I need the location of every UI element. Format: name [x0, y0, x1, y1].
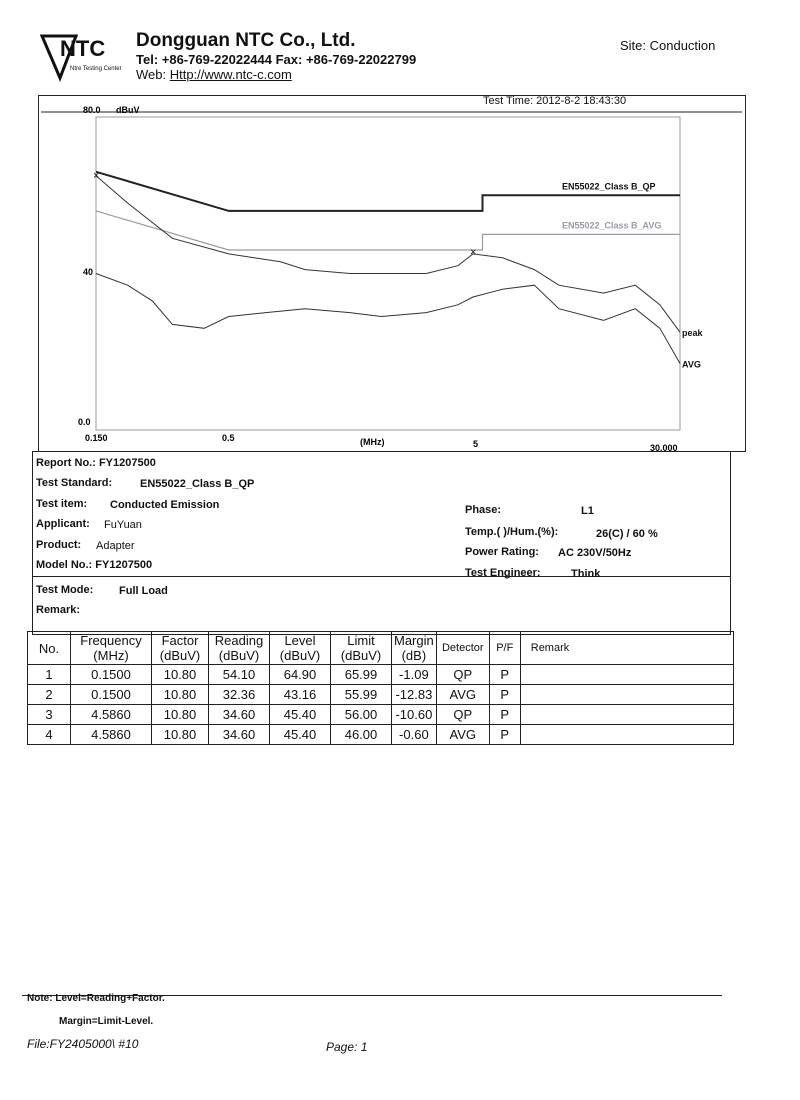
table-cell: 46.00 [331, 725, 392, 745]
table-cell: AVG [436, 685, 489, 705]
table-cell: 34.60 [209, 705, 270, 725]
engineer-label: Test Engineer: [465, 567, 541, 579]
table-cell: P [489, 685, 520, 705]
x-tick-0.5: 0.5 [222, 433, 235, 443]
series-line-1 [96, 211, 680, 250]
emission-chart [38, 95, 744, 455]
col-margin: Margin (dB) [392, 632, 437, 665]
remark-label: Remark: [36, 604, 81, 616]
site-label: Site: Conduction [620, 38, 716, 53]
table-cell: -1.09 [392, 665, 437, 685]
test-time: Test Time: 2012-8-2 18:43:30 [483, 95, 627, 107]
table-cell: AVG [436, 725, 489, 745]
series-label-1: EN55022_Class B_AVG [562, 220, 662, 231]
col-frequency: Frequency (MHz) [71, 632, 152, 665]
x-axis-label: (MHz) [360, 437, 385, 447]
logo-subtext: Ntre Testing Center [70, 66, 122, 72]
web-label: Web: [136, 67, 170, 82]
table-cell: 10.80 [152, 705, 209, 725]
report-no-row: Report No.: FY1207500 [36, 457, 156, 469]
report-no: FY1207500 [98, 457, 156, 469]
info-divider [33, 576, 730, 577]
chart-layer [93, 170, 704, 369]
col-pf: P/F [489, 632, 520, 665]
table-cell: 3 [28, 705, 71, 725]
table-cell: -0.60 [392, 725, 437, 745]
table-cell: 4.5860 [71, 725, 152, 745]
logo-text: NTC [60, 36, 106, 61]
model-row: Model No.: FY1207500 [36, 559, 153, 571]
standard-row: Test Standard: [36, 477, 113, 489]
standard-value: EN55022_Class B_QP [140, 478, 255, 490]
power-value: AC 230V/50Hz [558, 547, 632, 559]
table-header-row [28, 632, 734, 665]
table-row [28, 725, 734, 745]
col-level: Level (dBuV) [270, 632, 331, 665]
series-label-0: EN55022_Class B_QP [562, 181, 656, 192]
y-tick-bottom: 0.0 [78, 417, 91, 427]
col-detector: Detector [436, 632, 489, 665]
x-tick-start: 0.150 [85, 433, 108, 443]
table-cell: 45.40 [270, 725, 331, 745]
engineer-value: Think [571, 568, 601, 580]
temp-label: Temp.( )/Hum.(%): [465, 526, 559, 538]
results-table [27, 631, 734, 745]
power-label: Power Rating: [465, 546, 539, 558]
series-label-3: AVG [682, 359, 701, 370]
peak-marker-1: × [469, 246, 477, 259]
table-cell: 10.80 [152, 725, 209, 745]
series-line-3 [96, 274, 680, 364]
col-limit: Limit (dBuV) [331, 632, 392, 665]
mode-label: Test Mode: [36, 584, 94, 596]
temp-value: 26(C) / 60 % [596, 528, 658, 540]
table-cell: 56.00 [331, 705, 392, 725]
product-value: Adapter [96, 540, 135, 552]
table-body [28, 665, 734, 745]
table-cell [520, 725, 733, 745]
table-cell: 32.36 [209, 685, 270, 705]
x-tick-end: 30.000 [650, 443, 678, 453]
product-row: Product: [36, 539, 82, 551]
col-factor: Factor (dBuV) [152, 632, 209, 665]
table-cell: QP [436, 665, 489, 685]
table-cell: 10.80 [152, 685, 209, 705]
table-cell [520, 685, 733, 705]
table-cell: 65.99 [331, 665, 392, 685]
table-cell: -10.60 [392, 705, 437, 725]
series-label-2: peak [682, 328, 703, 339]
applicant-row: Applicant: [36, 518, 90, 530]
table-cell: 2 [28, 685, 71, 705]
phase-label: Phase: [465, 504, 502, 516]
table-cell: 4 [28, 725, 71, 745]
series-line-2 [96, 176, 680, 333]
table-cell: 0.1500 [71, 685, 152, 705]
table-cell: -12.83 [392, 685, 437, 705]
table-cell: 45.40 [270, 705, 331, 725]
col-reading: Reading (dBuV) [209, 632, 270, 665]
web-url-link[interactable]: Http://www.ntc-c.com [169, 67, 292, 82]
table-cell: P [489, 705, 520, 725]
test-info-box [32, 451, 731, 635]
y-tick-mid: 40 [83, 267, 94, 277]
table-cell: 64.90 [270, 665, 331, 685]
table-cell: 4.5860 [71, 705, 152, 725]
note-level: Note: Level=Reading+Factor. [27, 993, 165, 1004]
table-cell: 34.60 [209, 725, 270, 745]
model-value: FY1207500 [95, 559, 153, 571]
table-row [28, 705, 734, 725]
item-value: Conducted Emission [110, 499, 220, 511]
table-row [28, 665, 734, 685]
table-cell: 10.80 [152, 665, 209, 685]
item-row: Test item: [36, 498, 88, 510]
contact-web [136, 67, 292, 82]
phase-value: L1 [581, 505, 594, 517]
x-tick-5: 5 [473, 439, 479, 449]
company-name: Dongguan NTC Co., Ltd. [136, 30, 356, 51]
table-cell: P [489, 665, 520, 685]
page-number: Page: 1 [326, 1040, 368, 1054]
table-cell: 55.99 [331, 685, 392, 705]
file-reference: File:FY2405000\ #10 [27, 1037, 139, 1051]
table-cell: 0.1500 [71, 665, 152, 685]
table-cell: 54.10 [209, 665, 270, 685]
y-tick-top: 80.0 [83, 105, 101, 115]
table-cell: QP [436, 705, 489, 725]
applicant-value: FuYuan [104, 519, 142, 531]
table-cell: P [489, 725, 520, 745]
contact-tel-fax: Tel: +86-769-22022444 Fax: +86-769-22022799 [136, 52, 417, 67]
col-remark: Remark [520, 632, 733, 665]
table-cell: 1 [28, 665, 71, 685]
note-margin: Margin=Limit-Level. [59, 1016, 154, 1027]
table-row [28, 685, 734, 705]
y-axis-label: dBuV [116, 105, 140, 115]
ntc-logo-icon [40, 30, 132, 82]
series-line-0 [96, 172, 680, 211]
table-cell: 43.16 [270, 685, 331, 705]
peak-marker-0: × [93, 170, 100, 183]
table-cell [520, 665, 733, 685]
table-cell [520, 705, 733, 725]
col-no: No. [28, 632, 71, 665]
mode-value: Full Load [119, 585, 168, 597]
